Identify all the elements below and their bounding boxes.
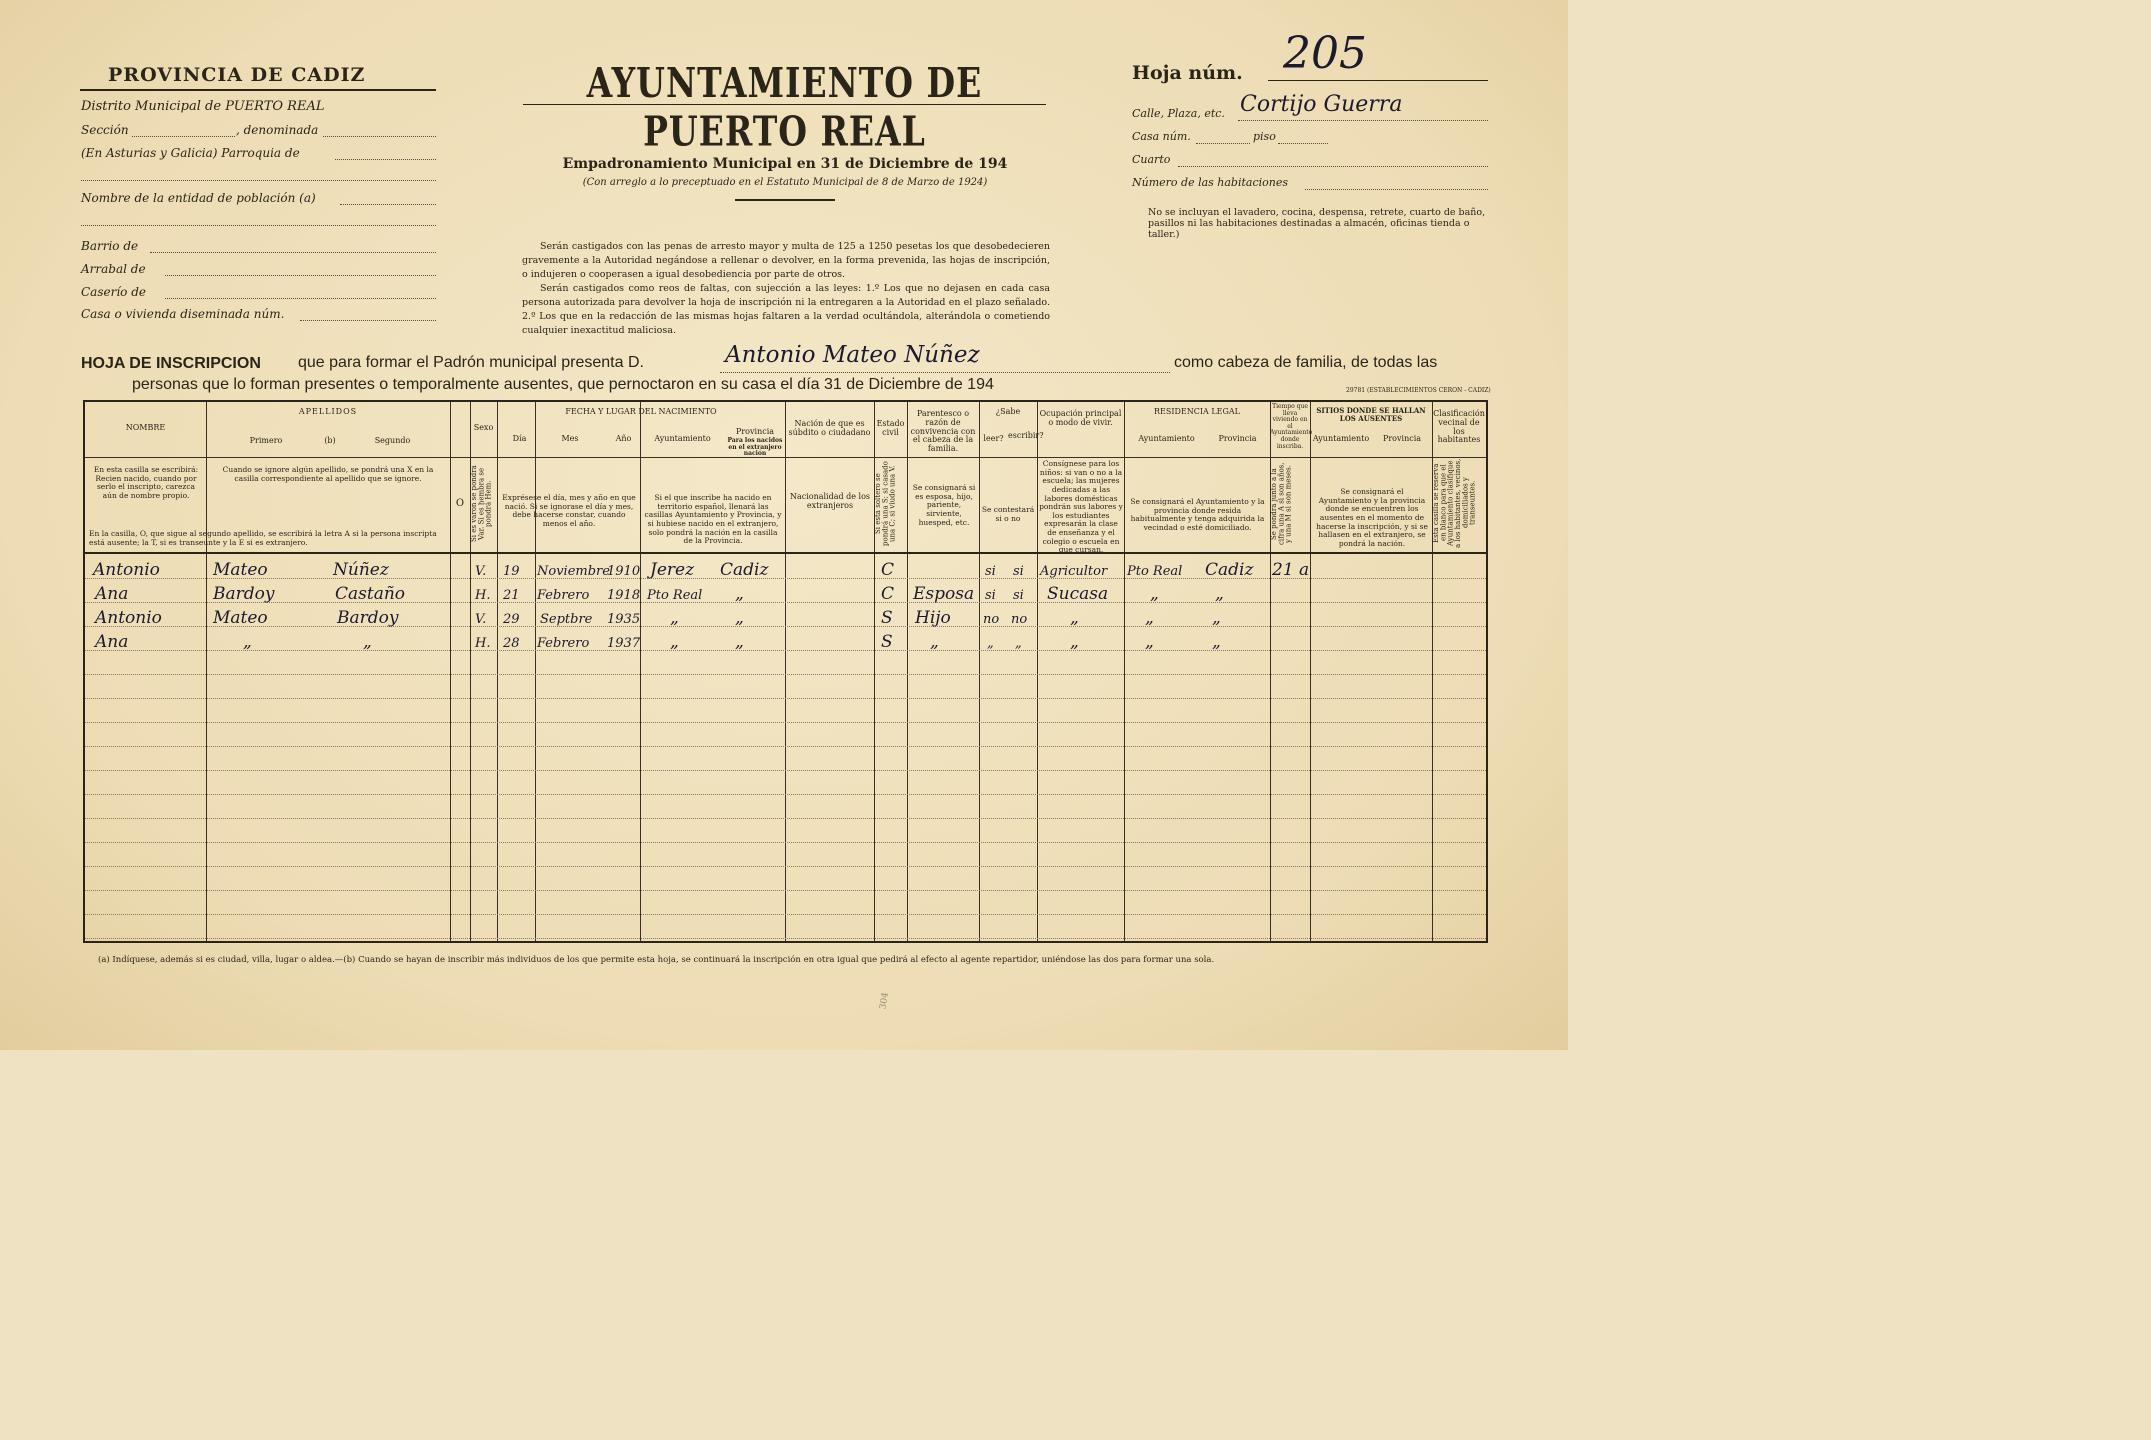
inscripcion-text-1: que para formar el Padrón municipal presenta D. [298, 354, 644, 371]
row2-escribir: si [1013, 588, 1024, 603]
denominada-line [323, 136, 436, 137]
parroquia-line-2 [81, 180, 436, 181]
row3-mes: Septbre [540, 612, 593, 627]
ruled-line [85, 722, 1486, 723]
provincia-rule [80, 89, 436, 91]
parroquia-label: (En Asturias y Galicia) Parroquia de [81, 146, 300, 160]
note-apellidos: Cuando se ignore algún apellido, se pondrá una X en la casilla correspondiente al apellido que se ignore. [222, 465, 434, 483]
entidad-line [340, 204, 436, 205]
arrabal-label: Arrabal de [81, 262, 146, 276]
inscripcion-text-3: personas que lo forman presentes o temporalmente ausentes, que pernoctaron en su casa el día 31 de Diciembre de 194 [132, 376, 994, 393]
row2-ayto: Pto Real [647, 588, 703, 603]
estatuto-note: (Con arreglo a lo preceptuado en el Estatuto Municipal de 8 de Marzo de 1924) [582, 177, 988, 188]
arrabal-line [165, 275, 436, 276]
piso-label: piso [1253, 130, 1276, 143]
row3-nombre: Antonio [95, 608, 162, 628]
casa-diseminada-label: Casa o vivienda diseminada núm. [81, 307, 285, 321]
row3-sexo: V. [475, 612, 487, 627]
ruled-line [85, 626, 1486, 627]
hoja-rule [1268, 80, 1488, 81]
piso-line [1278, 143, 1328, 144]
note-sitios: Se consignará el Ayuntamiento y la provincia donde se encuentren los ausentes en el momento de hacerse la inscripción, y si se hallasen en el extranjero, se pondrá la nación. [1316, 487, 1428, 548]
col-ayuntamiento: Ayuntamiento [654, 434, 711, 443]
row4-parentesco: „ [930, 632, 939, 652]
ruled-line [85, 650, 1486, 651]
ruled-line [85, 770, 1486, 771]
row2-anio: 1918 [607, 588, 641, 603]
row2-sexo: H. [475, 588, 491, 603]
row3-anio: 1935 [607, 612, 641, 627]
row2-dia: 21 [503, 588, 520, 603]
note-sabe: Se contestará si o no [981, 505, 1035, 523]
habitaciones-label: Número de las habitaciones [1132, 176, 1289, 189]
ruled-line [85, 698, 1486, 699]
row4-dia: 28 [503, 636, 520, 651]
col-res-prov: Provincia [1218, 434, 1257, 443]
ruled-line [85, 938, 1486, 939]
ayuntamiento-title: AYUNTAMIENTO DE PUERTO REAL [586, 58, 983, 156]
row2-mes: Febrero [537, 588, 590, 603]
row2-primero: Bardoy [213, 584, 275, 604]
row1-escribir: si [1013, 564, 1024, 579]
ruled-line [85, 890, 1486, 891]
inscripcion-text-2: como cabeza de familia, de todas las [1174, 354, 1438, 371]
note-tiempo: Se pondrá junto a la cifra una A si son años, y una M si son meses. [1270, 462, 1293, 546]
row1-anio: 1910 [607, 564, 641, 579]
caserio-line [165, 298, 436, 299]
note-residencia: Se consignará el Ayuntamiento y la provincia donde resida habitualmente y tenga adquirida la vecindad o esté domiciliado. [1130, 497, 1265, 532]
col-mes: Mes [561, 434, 579, 443]
ruled-line [85, 842, 1486, 843]
row1-dia: 19 [503, 564, 520, 579]
ruled-line [85, 818, 1486, 819]
row3-segundo: Bardoy [337, 608, 399, 628]
note-lugar: Si el que inscribe ha nacido en territorio español, llenará las casillas Ayuntamiento y Provincia, y si hubiese nacido en el extranjero, solo pondrá la nación en la casilla de la Provincia. [644, 493, 782, 546]
row3-estado: S [881, 608, 893, 628]
row1-leer: si [985, 564, 996, 579]
cuarto-label: Cuarto [1132, 153, 1171, 166]
barrio-label: Barrio de [81, 239, 139, 253]
row2-ocupacion: Sucasa [1047, 584, 1109, 604]
note-o: O [455, 498, 465, 509]
col-tiempo: Tiempo que lleva viviendo en el Ayuntamiento donde inscriba. [1270, 403, 1313, 450]
cabeza-line [720, 372, 1170, 373]
row1-res-prov: Cadiz [1205, 560, 1254, 580]
col-primero: Primero [249, 436, 283, 445]
printer-mark: 29781 (ESTABLECIMIENTOS CERON - CADIZ) [1346, 387, 1491, 394]
ruled-line [85, 914, 1486, 915]
col-leer: leer? [983, 434, 1004, 443]
col-segundo: Segundo [374, 436, 411, 445]
col-b: (b) [324, 436, 336, 445]
note-fecha: Exprésese el día, mes y año en que nació. Si se ignorase el día y mes, debe hacerse constar, cuando menos el año. [502, 493, 636, 528]
col-sabe: ¿Sabe [995, 407, 1021, 416]
row4-primero: „ [243, 632, 252, 652]
pencil-mark: 304 [878, 991, 892, 1011]
row1-nombre: Antonio [93, 560, 160, 580]
denominada-label: , denominada [236, 123, 319, 137]
habitaciones-line [1305, 189, 1488, 190]
provincia-heading: PROVINCIA DE CADIZ [108, 64, 366, 86]
row2-estado: C [881, 584, 895, 604]
row2-prov: „ [735, 584, 744, 604]
row4-res-prov: „ [1212, 632, 1221, 652]
note-nombre: En esta casilla se escribirá: Recien nacido, cuando por serlo el inscripto, carezca aún de nombre propio. [93, 465, 199, 500]
row4-ayto: „ [670, 632, 679, 652]
col-nacion: Nación de que es súbdito o ciudadano [788, 419, 871, 437]
col-residencia: RESIDENCIA LEGAL [1154, 407, 1240, 416]
seccion-label: Sección [81, 123, 129, 137]
calle-value: Cortijo Guerra [1240, 92, 1403, 117]
row4-prov: „ [735, 632, 744, 652]
entidad-label: Nombre de la entidad de población (a) [81, 191, 316, 205]
row3-res-ayto: „ [1145, 608, 1154, 628]
casa-num-line [1196, 143, 1250, 144]
row2-leer: si [985, 588, 996, 603]
col-sit-ayto: Ayuntamiento [1312, 434, 1370, 443]
row4-ocupacion: „ [1070, 632, 1079, 652]
note-nacion: Nacionalidad de los extranjeros [789, 492, 871, 511]
col-res-ayto: Ayuntamiento [1138, 434, 1195, 443]
col-sitios: SITIOS DONDE SE HALLAN LOS AUSENTES [1316, 406, 1426, 423]
col-sit-prov: Provincia [1382, 434, 1422, 443]
hoja-label: Hoja núm. [1132, 62, 1243, 84]
habitaciones-note: No se incluyan el lavadero, cocina, despensa, retrete, cuarto de baño, pasillos ni las habitaciones destinadas a almacén, oficinas tienda o taller.) [1148, 207, 1486, 240]
row3-escribir: no [1011, 612, 1028, 627]
col-nombre: NOMBRE [125, 423, 166, 432]
note-casilla-o: En la casilla, O, que sigue al segundo apellido, se escribirá la letra A si la persona inscripta está ausente; la T, si es transeunte y la E si es extranjero. [89, 529, 437, 547]
hoja-number: 205 [1283, 28, 1367, 79]
row2-res-ayto: „ [1150, 584, 1159, 604]
row4-nombre: Ana [95, 632, 129, 652]
row1-prov: Cadiz [720, 560, 769, 580]
entidad-line-2 [81, 225, 436, 226]
ruled-line [85, 794, 1486, 795]
note-parentesco: Se consignará si es esposa, hijo, pariente, sirviente, huesped, etc. [912, 483, 976, 527]
col-apellidos: APELLIDOS [298, 407, 358, 416]
note-sexo: Si es varón se pondrá Var. Si es hembra se pondrá Hem. [470, 465, 493, 543]
row3-dia: 29 [503, 612, 520, 627]
row2-segundo: Castaño [335, 584, 406, 604]
row1-sexo: V. [475, 564, 487, 579]
col-dia: Día [512, 434, 527, 443]
row2-res-prov: „ [1215, 584, 1224, 604]
col-escribir: escribir? [1008, 431, 1044, 440]
row2-nombre: Ana [95, 584, 129, 604]
col-sexo: Sexo [473, 423, 494, 432]
row1-segundo: Núñez [333, 560, 389, 580]
ruled-line [85, 674, 1486, 675]
row4-leer: „ [987, 636, 994, 651]
casa-num-label: Casa núm. [1132, 130, 1191, 143]
ruled-line [85, 866, 1486, 867]
row3-leer: no [983, 612, 1000, 627]
casa-diseminada-line [300, 320, 436, 321]
penalty-text-2: Serán castigados como reos de faltas, con sujección a las leyes: 1.º Los que no dejasen en cada casa persona autorizada para devolver la hoja de inscripción ni la entregaren a la Autoridad en el plazo señalado. 2.º Los que en la redacción de las mismas hojas faltaren a la verdad ocultándola, alterándola o cometiendo cualquier inexactitud maliciosa. [522, 283, 1050, 336]
row3-res-prov: „ [1212, 608, 1221, 628]
caserio-label: Caserío de [81, 285, 146, 299]
barrio-line [150, 252, 436, 253]
note-clasif: Esta casilla se reserva en blanco para que el Ayuntamiento clasifique a los habitantes, vecinos, domiciliados y transeuntes. [1432, 458, 1477, 548]
row1-primero: Mateo [213, 560, 268, 580]
ruled-line [85, 746, 1486, 747]
row1-mes: Noviembre [537, 564, 610, 579]
inscription-table [83, 400, 1488, 943]
row3-prov: „ [735, 608, 744, 628]
row3-ayto: „ [670, 608, 679, 628]
seccion-line [132, 136, 235, 137]
calle-label: Calle, Plaza, etc. [1132, 107, 1225, 120]
footer-note: (a) Indíquese, además si es ciudad, villa, lugar o aldea.—(b) Cuando se hayan de inscribir más individuos de los que permite esta hoja, se continuará la inscripción en otra igual que pedirá al efecto al agente repartidor, uniéndose las dos para formar una sola. [98, 955, 1215, 965]
title-rule [523, 104, 1046, 105]
note-ocupacion: Consígnese para los niños: si van o no a la escuela; las mujeres dedicadas a las labores domésticas pondrán sus labores y los estudiantes expresarán la clase de enseñanza y el colegio o escuela en que cursan. [1039, 459, 1123, 555]
row2-parentesco: Esposa [913, 584, 975, 604]
row4-res-ayto: „ [1145, 632, 1154, 652]
row3-primero: Mateo [213, 608, 268, 628]
hoja-inscripcion-bold: HOJA DE INSCRIPCION [81, 355, 261, 372]
ruled-line [85, 602, 1486, 603]
cabeza-name: Antonio Mateo Núñez [725, 342, 980, 368]
row1-ayto: Jerez [650, 560, 695, 580]
cuarto-line [1178, 166, 1488, 167]
row4-anio: 1937 [607, 636, 641, 651]
note-estado: Si está soltero se pondrá una S; si casado una C; si viudo una V. [874, 461, 897, 547]
col-clasif: Clasificación vecinal de los habitantes [1433, 409, 1485, 445]
row4-mes: Febrero [537, 636, 590, 651]
penalty-text-1: Serán castigados con las penas de arresto mayor y multa de 125 a 1250 pesetas los que desobedecieren gravemente a la Autoridad negándose a rellenar o devolver, en la forma prevenida, las hojas de inscripción, o indujeren o cooperasen a igual desobediencia por parte de otros. [522, 241, 1050, 280]
row4-segundo: „ [363, 632, 372, 652]
empadronamiento-subtitle: Empadronamiento Municipal en 31 de Diciembre de 194 [562, 156, 1008, 172]
row4-escribir: „ [1015, 636, 1022, 651]
col-anio: Año [615, 434, 632, 443]
ornament [735, 199, 835, 201]
row1-estado: C [881, 560, 895, 580]
row4-sexo: H. [475, 636, 491, 651]
col-fecha-lugar: FECHA Y LUGAR DEL NACIMIENTO [565, 407, 717, 416]
row1-res-ayto: Pto Real [1127, 564, 1183, 579]
row1-tiempo: 21 a [1272, 560, 1310, 580]
col-estado: Estado civil [876, 419, 905, 437]
row3-ocupacion: „ [1070, 608, 1079, 628]
calle-line [1238, 120, 1488, 121]
col-provincia-sub: Para los nacidos en el extranjero nación [727, 437, 783, 458]
distrito-label: Distrito Municipal de PUERTO REAL [81, 99, 325, 114]
col-ocupacion: Ocupación principal o modo de vivir. [1039, 409, 1122, 427]
col-provincia: Provincia [735, 427, 775, 436]
row1-ocupacion: Agricultor [1040, 564, 1108, 579]
col-parentesco: Parentesco o razón de convivencia con el cabeza de la familia. [910, 409, 976, 454]
row4-estado: S [881, 632, 893, 652]
parroquia-line [335, 159, 436, 160]
row3-parentesco: Hijo [915, 608, 951, 628]
